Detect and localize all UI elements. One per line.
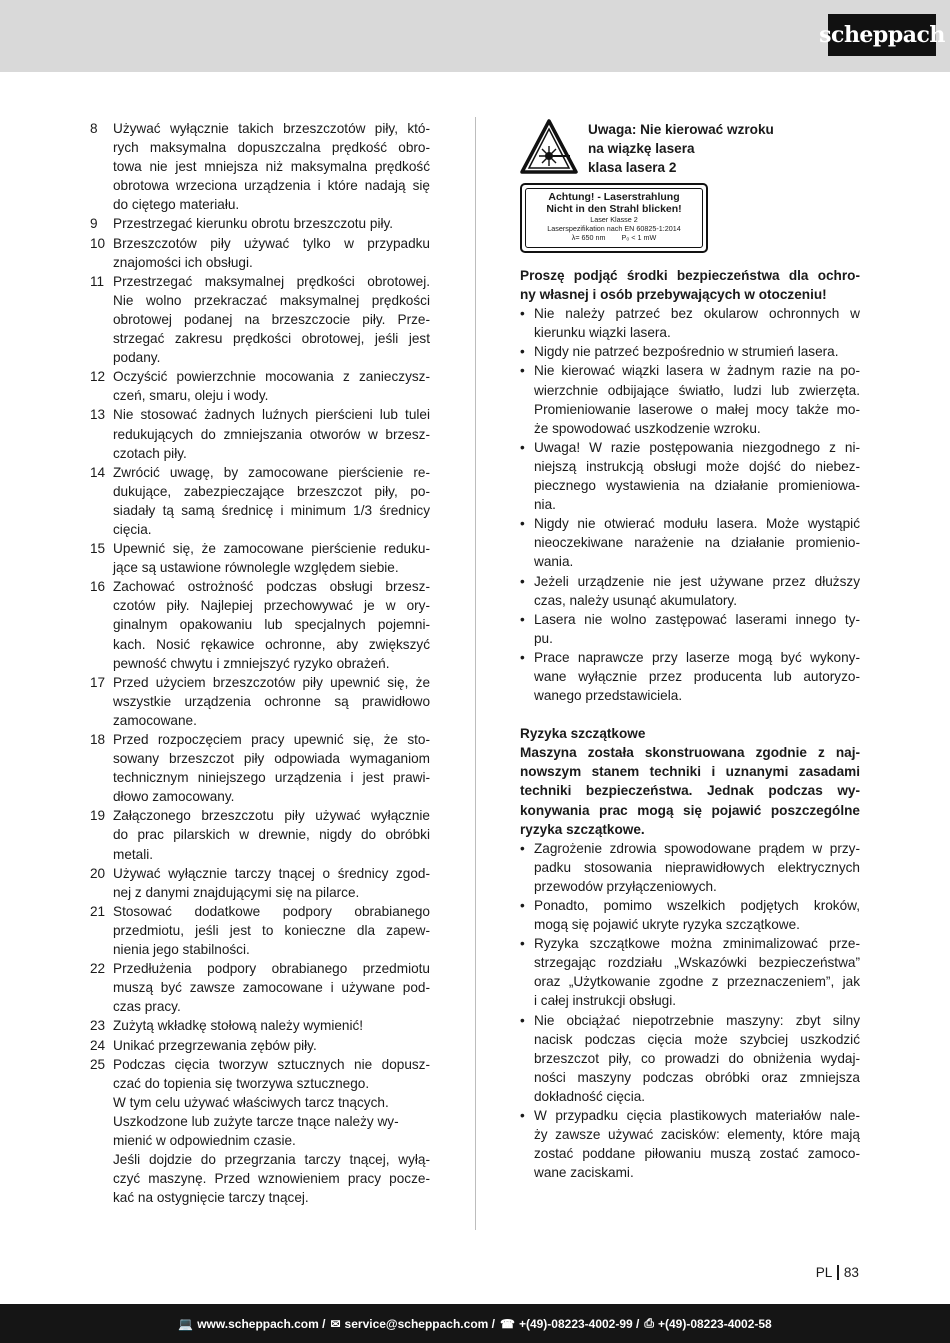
text-line: przewodów przyłączeniowych. xyxy=(534,878,717,894)
text-line: Prace naprawcze przy laserze mogą być wykony- xyxy=(534,649,860,665)
text-line: czeń, smaru, oleju i wody. xyxy=(113,388,269,404)
page-number-value: 83 xyxy=(843,1265,859,1280)
text-line: Nigdy nie patrzeć bezpośrednio w strumień lasera. xyxy=(534,344,839,360)
text-line: niejszą instrukcją obsługi może dojść do niebez- xyxy=(534,458,860,474)
bullet-dot: • xyxy=(520,649,525,665)
text-line: towa nie jest mniejsza niż maksymalna prędkość xyxy=(113,159,430,175)
list-item xyxy=(90,1036,430,1055)
list-item-text xyxy=(113,902,430,959)
laser-warning-icon xyxy=(520,119,578,175)
footer-phone[interactable]: +(49)-08223-4002-99 / xyxy=(518,1316,640,1331)
left-column xyxy=(90,119,430,1207)
text-line: Zwrócić uwagę, by zamocowane pierścienie re- xyxy=(113,464,430,480)
bullet-item xyxy=(520,1106,860,1182)
text-line: Ryzyka szczątkowe można zminimalizować prze- xyxy=(534,936,860,952)
text-line: Podczas cięcia tworzyw sztucznych nie dopusz- xyxy=(113,1056,430,1072)
bullet-dot: • xyxy=(520,898,525,913)
text-line: obrotowa wrzeciona urządzenia i które nadają się xyxy=(113,178,430,194)
bullet-dot: • xyxy=(520,516,525,532)
text-line: ginalnym opakowaniu lub specjalnych pojemni- xyxy=(113,617,430,633)
bullet-text xyxy=(534,839,860,896)
text-line: czyć maszynę. Przed wznowieniem pracy pocze- xyxy=(113,1171,430,1187)
text-line: nieoczekiwane narażenie na działanie promienio- xyxy=(534,535,860,551)
text-line: Stosować dodatkowe podpory obrabianego xyxy=(113,903,430,919)
list-item-number: 21 xyxy=(90,903,106,919)
text-line: wane wyłącznie przez producenta lub autoryzo- xyxy=(534,668,860,684)
text-line: Jeżeli urządzenie nie jest używane przez dłuższy xyxy=(534,573,860,589)
text-line: na wiązkę lasera xyxy=(588,141,695,157)
fax-icon: ⎙ xyxy=(644,1316,654,1330)
list-item-text xyxy=(113,367,430,405)
residual-risk-heading: Ryzyka szczątkowe xyxy=(520,726,646,742)
laser-label-title: Achtung! - Laserstrahlung xyxy=(548,191,680,203)
list-item-number: 9 xyxy=(90,216,98,232)
list-item xyxy=(90,234,430,272)
text-line: kać na ostygnięcie tarczy tnącej. xyxy=(113,1190,309,1206)
text-line: mogą się pojawić ukryte ryzyka szczątkowe. xyxy=(534,917,800,933)
bullet-item xyxy=(520,839,860,896)
text-line: ryzyka szczątkowe. xyxy=(520,821,645,837)
list-item-text xyxy=(113,673,430,730)
text-line: Zagrożenie zdrowia spowodowane prądem w przy- xyxy=(534,840,860,856)
mail-icon: ✉ xyxy=(330,1316,341,1331)
bullet-text xyxy=(534,648,860,705)
bullet-text xyxy=(534,934,860,1010)
text-line: Nie kierować wiązki lasera w żadnym razie na po- xyxy=(534,363,860,379)
text-line: i całej instrukcji obsługi. xyxy=(534,993,677,1009)
bullet-dot: • xyxy=(520,573,525,589)
text-line: podany. xyxy=(113,350,161,366)
bullet-dot: • xyxy=(520,306,525,322)
laser-warning-text xyxy=(588,120,774,177)
text-line: pewność chwytu i zmniejszyć ryzyko obrażeń. xyxy=(113,655,390,671)
bullet-dot: • xyxy=(520,344,525,360)
footer-web[interactable]: www.scheppach.com / xyxy=(197,1316,326,1331)
text-line: czas, należy usunąć akumulatory. xyxy=(534,592,737,608)
list-item-text xyxy=(113,730,430,806)
text-line: Zachować ostrożność podczas obsługi brzesz- xyxy=(113,579,430,595)
bullet-text xyxy=(534,304,860,342)
text-line: Oczyścić powierzchnie mocowania z zanieczysz- xyxy=(113,369,430,385)
bullet-dot: • xyxy=(520,840,525,856)
list-item-text xyxy=(113,1016,430,1035)
list-item-number: 10 xyxy=(90,235,106,251)
text-line: nienia jego stabilności. xyxy=(113,942,250,958)
list-item-number: 23 xyxy=(90,1018,106,1034)
text-line: piecznego wystawienia na działanie promieniowa- xyxy=(534,478,860,494)
list-item-text xyxy=(113,1055,430,1093)
bullet-dot: • xyxy=(520,611,525,627)
page-number-separator xyxy=(837,1265,839,1280)
text-line: metali. xyxy=(113,846,154,862)
text-line: Unikać przegrzewania zębów piły. xyxy=(113,1037,317,1053)
text-line: wierzchnie odbijające światło, ludzi lub zwierzęta. xyxy=(534,382,860,398)
right-column xyxy=(520,119,860,1182)
bullet-dot: • xyxy=(520,936,525,952)
text-line: kach. Nosić rękawice ochronne, aby zwiększyć xyxy=(113,636,430,652)
laser-intro-text xyxy=(520,266,860,304)
laser-label-spec: Laserspezifikation nach EN 60825-1:2014 xyxy=(547,224,681,233)
list-item-number: 15 xyxy=(90,541,106,557)
list-item xyxy=(90,119,430,214)
residual-risk-intro xyxy=(520,743,860,838)
text-line: czotów piły. Najlepiej przechowywać je w ory- xyxy=(113,598,430,614)
text-line: że spowodować uszkodzenie wzroku. xyxy=(534,420,761,436)
laser-label-power: P₀ < 1 mW xyxy=(621,233,657,242)
bullet-item xyxy=(520,361,860,437)
text-line: Zużytą wkładkę stołową należy wymienić! xyxy=(113,1018,364,1034)
text-line: Przestrzegać kierunku obrotu brzeszczotu piły. xyxy=(113,216,394,232)
text-line: kierunku wiązki lasera. xyxy=(534,325,671,341)
bullet-item xyxy=(520,1011,860,1106)
text-line: dłowo zamocowany. xyxy=(113,789,235,805)
laser-warning-block xyxy=(520,119,860,181)
text-line: Uwaga: Nie kierować wzroku xyxy=(588,122,774,137)
list-item xyxy=(90,214,430,233)
footer-email[interactable]: service@scheppach.com / xyxy=(344,1316,495,1331)
bullet-dot: • xyxy=(520,1012,525,1028)
list-item-text xyxy=(113,959,430,1016)
list-item-number: 16 xyxy=(90,579,106,595)
text-line: muszą być zawsze zamocowane i używane pod- xyxy=(113,980,430,996)
text-line: Promieniowanie laserowe o małej mocy także mo- xyxy=(534,401,860,417)
text-line: Przed użyciem brzeszczotów piły upewnić się, że xyxy=(113,674,430,690)
list-item xyxy=(90,864,430,902)
list-item-number: 11 xyxy=(90,273,105,289)
text-line: Ponadto, pomimo wszelkich podjętych kroków, xyxy=(534,898,860,913)
text-line: Nie należy patrzeć bez okularow ochronnych w xyxy=(534,306,860,322)
text-line: Nie stosować żadnych luźnych pierścieni lub tulei xyxy=(113,407,430,423)
list-item-number: 24 xyxy=(90,1037,106,1053)
text-line: zostać poddane piłowaniu muszą zostać zamoco- xyxy=(534,1146,860,1162)
scheppach-logo: scheppach xyxy=(828,14,936,56)
phone-icon: ☎ xyxy=(500,1316,515,1331)
text-line: do ciętego materiału. xyxy=(113,197,240,213)
page-number xyxy=(816,1265,859,1280)
list-item-text xyxy=(113,234,430,272)
text-line: obrotowej podanej na brzeszczocie piły. Prze- xyxy=(113,311,430,327)
text-line: wania. xyxy=(534,554,574,570)
text-line: sowany brzeszczot piły odpowiada wymaganiom xyxy=(113,751,430,767)
list-item xyxy=(90,806,430,863)
text-line: strzegając rozdziału „Wskazówki bezpieczeństwa” xyxy=(534,955,860,971)
list-item xyxy=(90,1055,430,1093)
text-line: Załączonego brzeszczotu piły używać wyłącznie xyxy=(113,808,430,824)
text-line: do prac pilarskich w drewnie, nigdy do obróbki xyxy=(113,827,430,843)
monitor-icon: 💻 xyxy=(178,1316,194,1331)
bullet-text xyxy=(534,438,860,514)
text-line: mienić w odpowiednim czasie. xyxy=(113,1132,296,1148)
bullet-text xyxy=(534,610,860,648)
text-line: nia. xyxy=(534,497,556,513)
text-line: technicznym niniejszego urządzenia i jest prawi- xyxy=(113,770,430,786)
list-item-text xyxy=(113,1036,430,1055)
text-line: Używać wyłącznie takich brzeszczotów piły, któ- xyxy=(113,121,430,136)
text-line: ny własnej i osób przebywających w otoczeniu! xyxy=(520,287,827,303)
text-line: ży zawsze używać zacisków: elementy, które mają xyxy=(534,1127,860,1143)
list-item xyxy=(90,367,430,405)
text-line: dokładność cięcia. xyxy=(534,1088,646,1104)
bullet-text xyxy=(534,361,860,437)
bullet-text xyxy=(534,514,860,571)
list-item-text xyxy=(113,119,430,214)
text-line: oraz „Użytkowanie zgodne z przeznaczeniem”, jak xyxy=(534,974,860,990)
text-line: konywania prac mogą się pojawić poszczególne xyxy=(520,802,860,818)
bullet-text xyxy=(534,1106,860,1182)
list-item xyxy=(90,730,430,806)
text-line: nowszym stanem techniki i uznanymi zasadami xyxy=(520,764,860,780)
footer-fax[interactable]: +(49)-08223-4002-58 xyxy=(657,1316,772,1331)
text-line: siadały tą samą średnicę i minimum 1/3 średnicy xyxy=(113,502,430,518)
text-line: wane zaciskami. xyxy=(534,1165,634,1181)
text-line: redukujących do zmniejszania otworów w brzesz- xyxy=(113,426,430,442)
list-item-text xyxy=(113,214,430,233)
laser-label-wavelength: λ= 650 nm xyxy=(571,233,606,242)
text-line: Jeśli dojdzie do przegrzania tarczy tnącej, wyłą- xyxy=(113,1152,430,1168)
list-item-number: 14 xyxy=(90,464,106,480)
bullet-dot: • xyxy=(520,363,525,379)
list-item xyxy=(90,577,430,672)
text-line: brzeszczot piły, co prowadzi do obniżenia wydaj- xyxy=(534,1050,860,1066)
bullet-item xyxy=(520,934,860,1010)
list-item-number: 22 xyxy=(90,961,106,977)
text-line: wanego przedstawiciela. xyxy=(534,688,683,704)
text-line: Używać wyłącznie tarczy tnącej o średnicy zgod- xyxy=(113,865,430,881)
list-item-text xyxy=(113,806,430,863)
text-line: wszystkie urządzenia ochronne są prawidłowo xyxy=(113,693,430,709)
text-line: czas pracy. xyxy=(113,999,181,1015)
bullet-item xyxy=(520,514,860,571)
laser-label-subtitle: Nicht in den Strahl blicken! xyxy=(546,203,682,215)
text-line: W przypadku cięcia plastikowych materiałów nale- xyxy=(534,1108,860,1124)
text-line: nej z danymi znajdującymi się na pilarce. xyxy=(113,884,360,900)
laser-label-class: Laser Klasse 2 xyxy=(590,215,638,224)
list-item-text xyxy=(113,272,430,367)
text-line: Nigdy nie otwierać modułu lasera. Może wystąpić xyxy=(534,516,860,532)
bullet-item xyxy=(520,648,860,705)
list-item-text xyxy=(113,577,430,672)
list-item-number: 18 xyxy=(90,732,106,747)
text-line: jące są ustawione równolegle względem siebie. xyxy=(113,560,399,576)
column-divider xyxy=(475,117,476,1230)
bullet-item xyxy=(520,610,860,648)
text-line: W tym celu używać właściwych tarcz tnących. xyxy=(113,1094,389,1110)
bullet-dot: • xyxy=(520,1108,525,1124)
text-line: Uszkodzone lub zużyte tarcze tnące należy wy- xyxy=(113,1113,399,1129)
text-line: Upewnić się, że zamocowane pierścienie reduku- xyxy=(113,541,430,557)
list-item xyxy=(90,463,430,539)
text-line: padku stosowania nieprawidłowych elektrycznych xyxy=(534,859,860,875)
list-item-text xyxy=(113,864,430,902)
text-line: ności maszyny podczas obróbki oraz zmniejsza xyxy=(534,1069,860,1085)
text-line: techniki bezpieczeństwa. Jednak podczas wy- xyxy=(520,783,860,799)
list-item-number: 12 xyxy=(90,369,106,385)
list-item-number: 20 xyxy=(90,865,106,881)
text-line: cięcia. xyxy=(113,521,152,537)
text-line: znajomości ich obsługi. xyxy=(113,254,253,270)
list-item-text xyxy=(113,539,430,577)
text-line: strzegać zakresu prędkości obrotowej, jeśli jest xyxy=(113,331,430,347)
laser-class-label xyxy=(520,183,708,253)
text-line: Nie obciążać niepotrzebnie maszyny: zbyt silny xyxy=(534,1012,860,1028)
bullet-dot: • xyxy=(520,439,525,455)
text-line: czać do topienia się tworzywa sztucznego. xyxy=(113,1075,370,1091)
list-item xyxy=(90,673,430,730)
list-item xyxy=(90,902,430,959)
list-item-number: 17 xyxy=(90,674,106,690)
text-line: Nie wolno przekraczać maksymalnej prędkości xyxy=(113,292,430,308)
text-line: dukujące, zabezpieczające brzeszczot piły, po- xyxy=(113,483,430,499)
bullet-text xyxy=(534,1011,860,1106)
text-line: czotach piły. xyxy=(113,445,187,461)
bullet-text xyxy=(534,572,860,610)
residual-risk-bullet-list xyxy=(520,839,860,1183)
text-line: pu. xyxy=(534,630,553,646)
text-line: zamocowane. xyxy=(113,712,197,728)
text-line: Brzeszczotów piły używać tylko w przypadku xyxy=(113,235,430,251)
bullet-item xyxy=(520,572,860,610)
footer-bar xyxy=(0,1304,950,1343)
header-bar xyxy=(0,0,950,72)
text-line: nacisk podczas cięcia może szybciej uszkodzić xyxy=(534,1031,860,1047)
list-item-number: 8 xyxy=(90,121,98,136)
text-line: Uwaga! W razie postępowania niezgodnego z ni- xyxy=(534,439,860,455)
list-item xyxy=(90,959,430,1016)
list-item xyxy=(90,1016,430,1035)
list-item xyxy=(90,272,430,367)
text-line: Lasera nie wolno zastępować laserami innego ty- xyxy=(534,611,860,627)
page-language: PL xyxy=(815,1265,833,1280)
list-item xyxy=(90,539,430,577)
bullet-item xyxy=(520,304,860,342)
text-line: Przestrzegać maksymalnej prędkości obrotowej. xyxy=(113,273,430,289)
list-item-number: 13 xyxy=(90,407,106,423)
list-item-text xyxy=(113,405,430,462)
text-line: klasa lasera 2 xyxy=(588,160,677,176)
list-item xyxy=(90,405,430,462)
bullet-item xyxy=(520,438,860,514)
list-item-number: 19 xyxy=(90,808,106,824)
bullet-text xyxy=(534,342,860,361)
text-line: Przed rozpoczęciem pracy upewnić się, że sto- xyxy=(113,732,430,747)
text-line: Maszyna została skonstruowana zgodnie z naj- xyxy=(520,745,860,761)
bullet-item xyxy=(520,896,860,934)
bullet-text xyxy=(534,896,860,934)
text-line: Przedłużenia podpory obrabianego przedmiotu xyxy=(113,961,430,977)
text-line: przedmiotu, jeśli jest to konieczne dla zapew- xyxy=(113,922,430,938)
bullet-item xyxy=(520,342,860,361)
text-line: rych maksymalna dopuszczalna prędkość obro- xyxy=(113,140,430,156)
text-line: Proszę podjąć środki bezpieczeństwa dla ochro- xyxy=(520,268,860,283)
list-item-continuation xyxy=(90,1093,430,1208)
laser-bullet-list xyxy=(520,304,860,705)
list-item-text xyxy=(113,463,430,539)
list-item-number: 25 xyxy=(90,1056,106,1072)
